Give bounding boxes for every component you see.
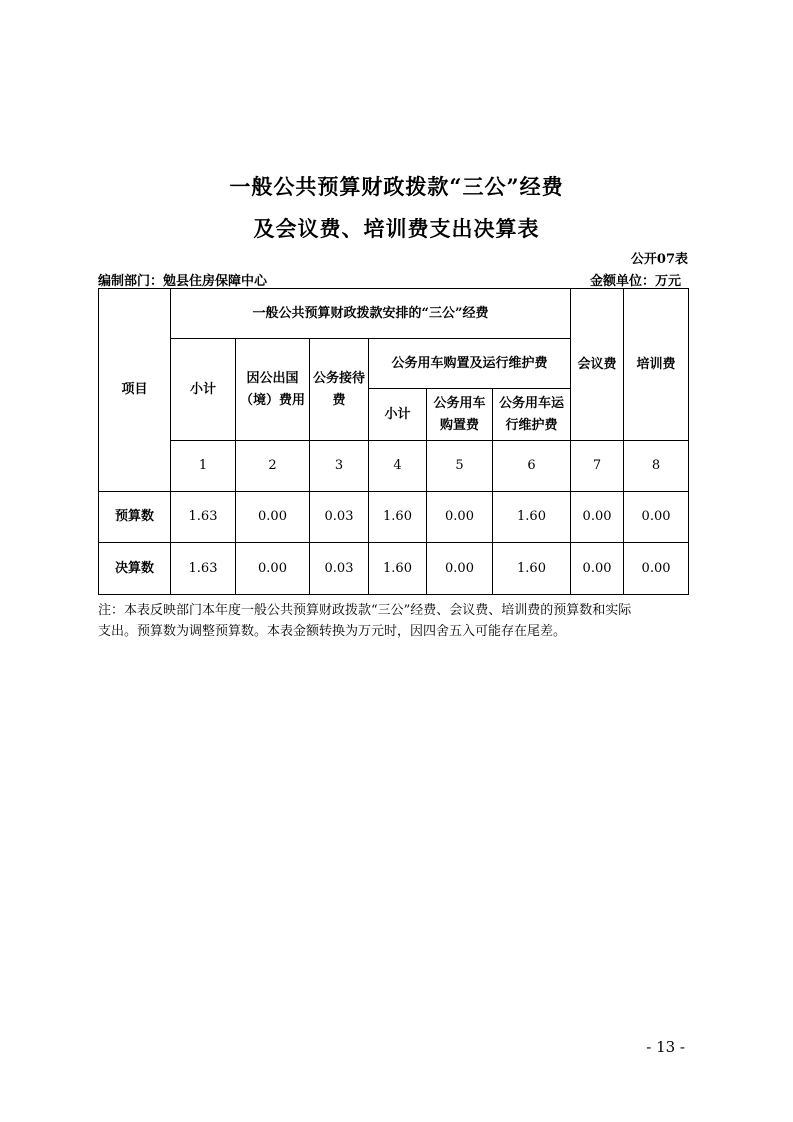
header-item: 项目 bbox=[99, 289, 171, 492]
value-cell: 0.00 bbox=[624, 492, 689, 543]
unit-label: 金额单位：万元 bbox=[589, 274, 681, 289]
value-cell: 0.00 bbox=[427, 543, 493, 595]
form-number: 公开07表 bbox=[630, 252, 688, 267]
note-line2: 支出。预算数为调整预算数。本表金额转换为万元时，因四舍五入可能存在尾差。 bbox=[98, 624, 567, 639]
value-cell: 1.63 bbox=[171, 492, 236, 543]
index-cell: 7 bbox=[571, 441, 624, 492]
value-cell: 1.60 bbox=[493, 492, 571, 543]
note-line1: 注：本表反映部门本年度一般公共预算财政拨款“三公”经费、会议费、培训费的预算数和实际 bbox=[98, 603, 632, 618]
header-vehicle-operation-line1: 公务用车运 bbox=[499, 395, 565, 411]
header-subtotal: 小计 bbox=[171, 339, 236, 441]
index-cell: 8 bbox=[624, 441, 689, 492]
header-reception-line1: 公务接待 bbox=[312, 370, 365, 386]
value-cell: 0.03 bbox=[310, 492, 369, 543]
row-label-budget: 预算数 bbox=[99, 492, 171, 543]
header-vehicle-purchase-line1: 公务用车 bbox=[433, 395, 486, 411]
index-cell: 6 bbox=[493, 441, 571, 492]
department-label: 编制部门：勉县住房保障中心 bbox=[98, 274, 268, 289]
value-cell: 0.00 bbox=[571, 492, 624, 543]
value-cell: 0.00 bbox=[236, 492, 310, 543]
value-cell: 0.00 bbox=[624, 543, 689, 595]
table-row bbox=[99, 492, 689, 543]
expense-table bbox=[98, 288, 689, 595]
page-number: - 13 - bbox=[646, 1038, 685, 1056]
index-cell: 4 bbox=[369, 441, 427, 492]
value-cell: 0.00 bbox=[571, 543, 624, 595]
value-cell: 1.60 bbox=[369, 543, 427, 595]
header-training: 培训费 bbox=[624, 289, 689, 441]
header-abroad-line2: （境）费用 bbox=[239, 392, 305, 408]
row-label-actual: 决算数 bbox=[99, 543, 171, 595]
value-cell: 1.60 bbox=[493, 543, 571, 595]
index-row bbox=[99, 441, 689, 492]
index-cell: 3 bbox=[310, 441, 369, 492]
value-cell: 0.00 bbox=[427, 492, 493, 543]
index-cell: 2 bbox=[236, 441, 310, 492]
value-cell: 0.03 bbox=[310, 543, 369, 595]
value-cell: 1.63 bbox=[171, 543, 236, 595]
header-meeting: 会议费 bbox=[571, 289, 624, 441]
index-cell: 5 bbox=[427, 441, 493, 492]
header-reception bbox=[310, 339, 369, 441]
header-vehicle-purchase-line2: 购置费 bbox=[439, 417, 479, 433]
table-row bbox=[99, 543, 689, 595]
header-reception-line2: 费 bbox=[332, 392, 346, 408]
value-cell: 0.00 bbox=[236, 543, 310, 595]
header-abroad bbox=[236, 339, 310, 441]
header-vehicle-operation-line2: 行维护费 bbox=[505, 417, 558, 433]
header-abroad-line1: 因公出国 bbox=[246, 370, 299, 386]
header-vehicle-purchase bbox=[427, 389, 493, 441]
header-vehicle-subtotal: 小计 bbox=[369, 389, 427, 441]
value-cell: 1.60 bbox=[369, 492, 427, 543]
header-vehicle: 公务用车购置及运行维护费 bbox=[369, 339, 571, 389]
index-cell: 1 bbox=[171, 441, 236, 492]
page-subtitle: 及会议费、培训费支出决算表 bbox=[253, 216, 540, 241]
table-note bbox=[98, 600, 693, 642]
header-vehicle-operation bbox=[493, 389, 571, 441]
page-title: 一般公共预算财政拨款“三公”经费 bbox=[229, 174, 564, 199]
header-group: 一般公共预算财政拨款安排的“三公”经费 bbox=[171, 289, 571, 339]
